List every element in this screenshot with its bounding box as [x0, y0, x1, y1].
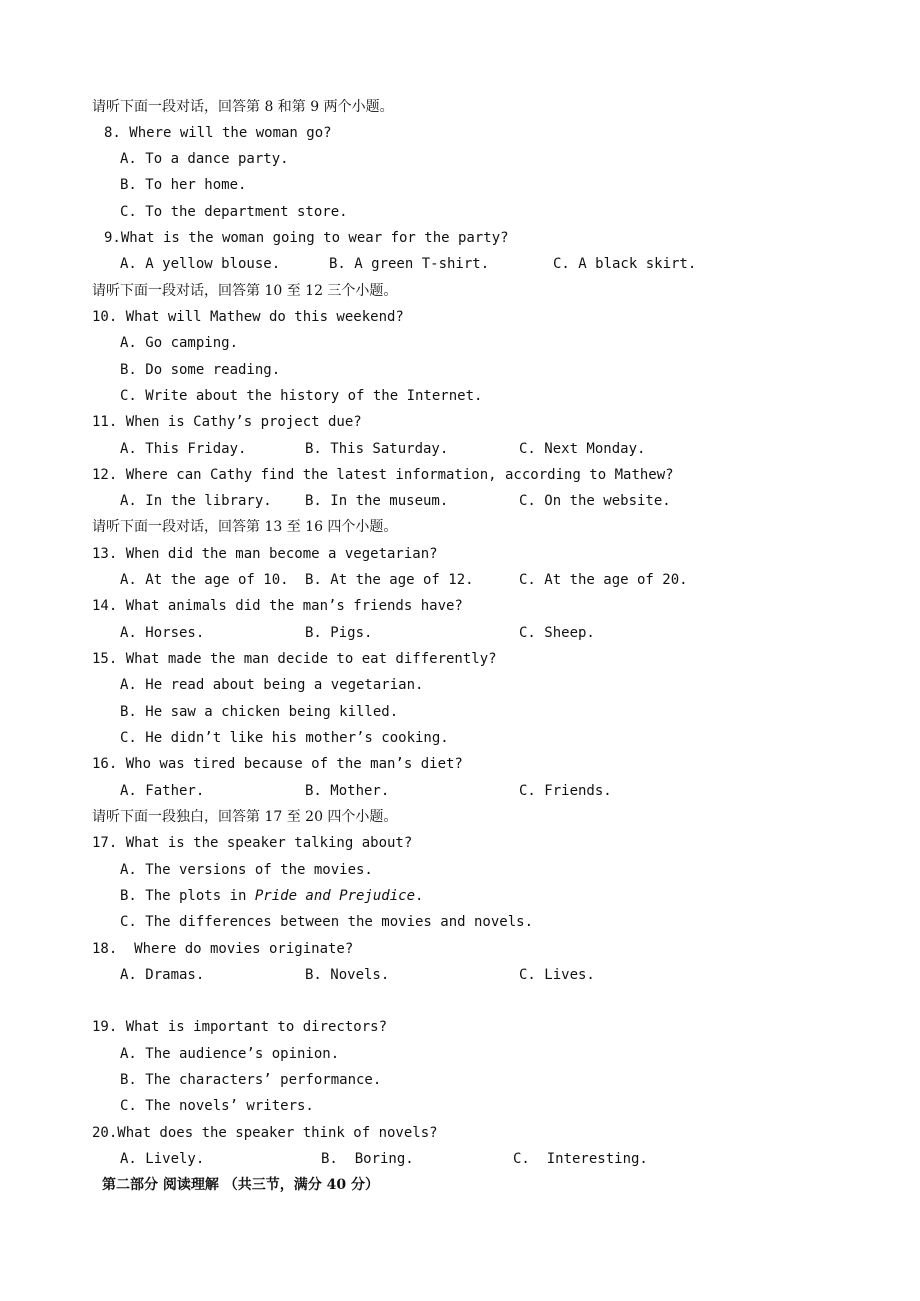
option-b-prefix: B. The plots in: [120, 888, 255, 904]
options-row: [0, 488, 671, 514]
question-stem: 16. Who was tired because of the man’s diet?: [92, 756, 463, 772]
question-stem: 18. Where do movies originate?: [92, 941, 354, 957]
option-a: A. The audience’s opinion.: [120, 1046, 340, 1062]
option-a: A. To a dance party.: [120, 151, 289, 167]
option-a: A. Lively.: [120, 1151, 205, 1167]
question-stem: 8. Where will the woman go?: [104, 125, 332, 141]
option-c: C. Next Monday.: [519, 441, 646, 457]
question-stem: 10. What will Mathew do this weekend?: [92, 309, 404, 325]
option-a: A. This Friday.: [120, 441, 247, 457]
option-a: A. Go camping.: [120, 335, 239, 351]
option-b: B. A green T-shirt.: [329, 256, 490, 272]
option-a: A. He read about being a vegetarian.: [120, 677, 424, 693]
options-row: [0, 620, 595, 646]
options-row: [0, 778, 612, 804]
option-b-suffix: .: [415, 888, 424, 904]
option-b: [120, 883, 423, 909]
option-a: A. At the age of 10.: [120, 572, 289, 588]
option-c: C. Interesting.: [513, 1151, 648, 1167]
book-title: Pride and Prejudice: [254, 888, 416, 904]
option-b: B. At the age of 12.: [305, 572, 474, 588]
options-row: [0, 1146, 648, 1172]
options-row: [0, 251, 697, 277]
question-stem: 19. What is important to directors?: [92, 1019, 388, 1035]
question-stem: 15. What made the man decide to eat differently?: [92, 651, 497, 667]
section-instruction: 请听下面一段对话，回答第 8 和第 9 两个小题。: [92, 99, 394, 115]
option-c: C. Friends.: [519, 783, 612, 799]
option-c: C. The novels’ writers.: [120, 1098, 314, 1114]
options-row: [0, 962, 595, 988]
section-instruction: 请听下面一段独白，回答第 17 至 20 四个小题。: [92, 809, 398, 825]
option-c: C. To the department store.: [120, 204, 348, 220]
question-stem: 20.What does the speaker think of novels?: [92, 1125, 438, 1141]
question-stem: 17. What is the speaker talking about?: [92, 835, 413, 851]
option-a: A. Horses.: [120, 625, 205, 641]
option-a: A. A yellow blouse.: [120, 256, 281, 272]
options-row: [0, 436, 646, 462]
option-c: C. At the age of 20.: [519, 572, 688, 588]
question-stem: 11. When is Cathy’s project due?: [92, 414, 362, 430]
option-c: C. Lives.: [519, 967, 595, 983]
option-b: B. Novels.: [305, 967, 390, 983]
section-instruction: 请听下面一段对话，回答第 13 至 16 四个小题。: [92, 519, 398, 535]
question-stem: 9.What is the woman going to wear for the party?: [104, 230, 509, 246]
options-row: [0, 567, 688, 593]
option-b: B. To her home.: [120, 177, 247, 193]
option-b: B. Pigs.: [305, 625, 373, 641]
question-stem: 13. When did the man become a vegetarian?: [92, 546, 438, 562]
option-a: A. In the library.: [120, 493, 272, 509]
option-a: A. Father.: [120, 783, 205, 799]
option-a: A. The versions of the movies.: [120, 862, 373, 878]
question-stem: 14. What animals did the man’s friends have?: [92, 598, 463, 614]
part-heading: 第二部分 阅读理解 （共三节，满分 40 分）: [102, 1177, 379, 1193]
option-c: C. Sheep.: [519, 625, 595, 641]
option-b: B. Mother.: [305, 783, 390, 799]
option-c: C. Write about the history of the Internet.: [120, 388, 483, 404]
option-b: B. This Saturday.: [305, 441, 449, 457]
option-b: B. Do some reading.: [120, 362, 281, 378]
question-stem: 12. Where can Cathy find the latest information, according to Mathew?: [92, 467, 674, 483]
option-b: B. In the museum.: [305, 493, 449, 509]
option-c: C. A black skirt.: [553, 256, 697, 272]
option-b: B. The characters’ performance.: [120, 1072, 382, 1088]
option-a: A. Dramas.: [120, 967, 205, 983]
option-b: B. He saw a chicken being killed.: [120, 704, 399, 720]
option-c: C. He didn’t like his mother’s cooking.: [120, 730, 449, 746]
option-c: C. The differences between the movies and novels.: [120, 914, 534, 930]
option-c: C. On the website.: [519, 493, 671, 509]
section-instruction: 请听下面一段对话，回答第 10 至 12 三个小题。: [92, 283, 398, 299]
option-b: B. Boring.: [321, 1151, 414, 1167]
